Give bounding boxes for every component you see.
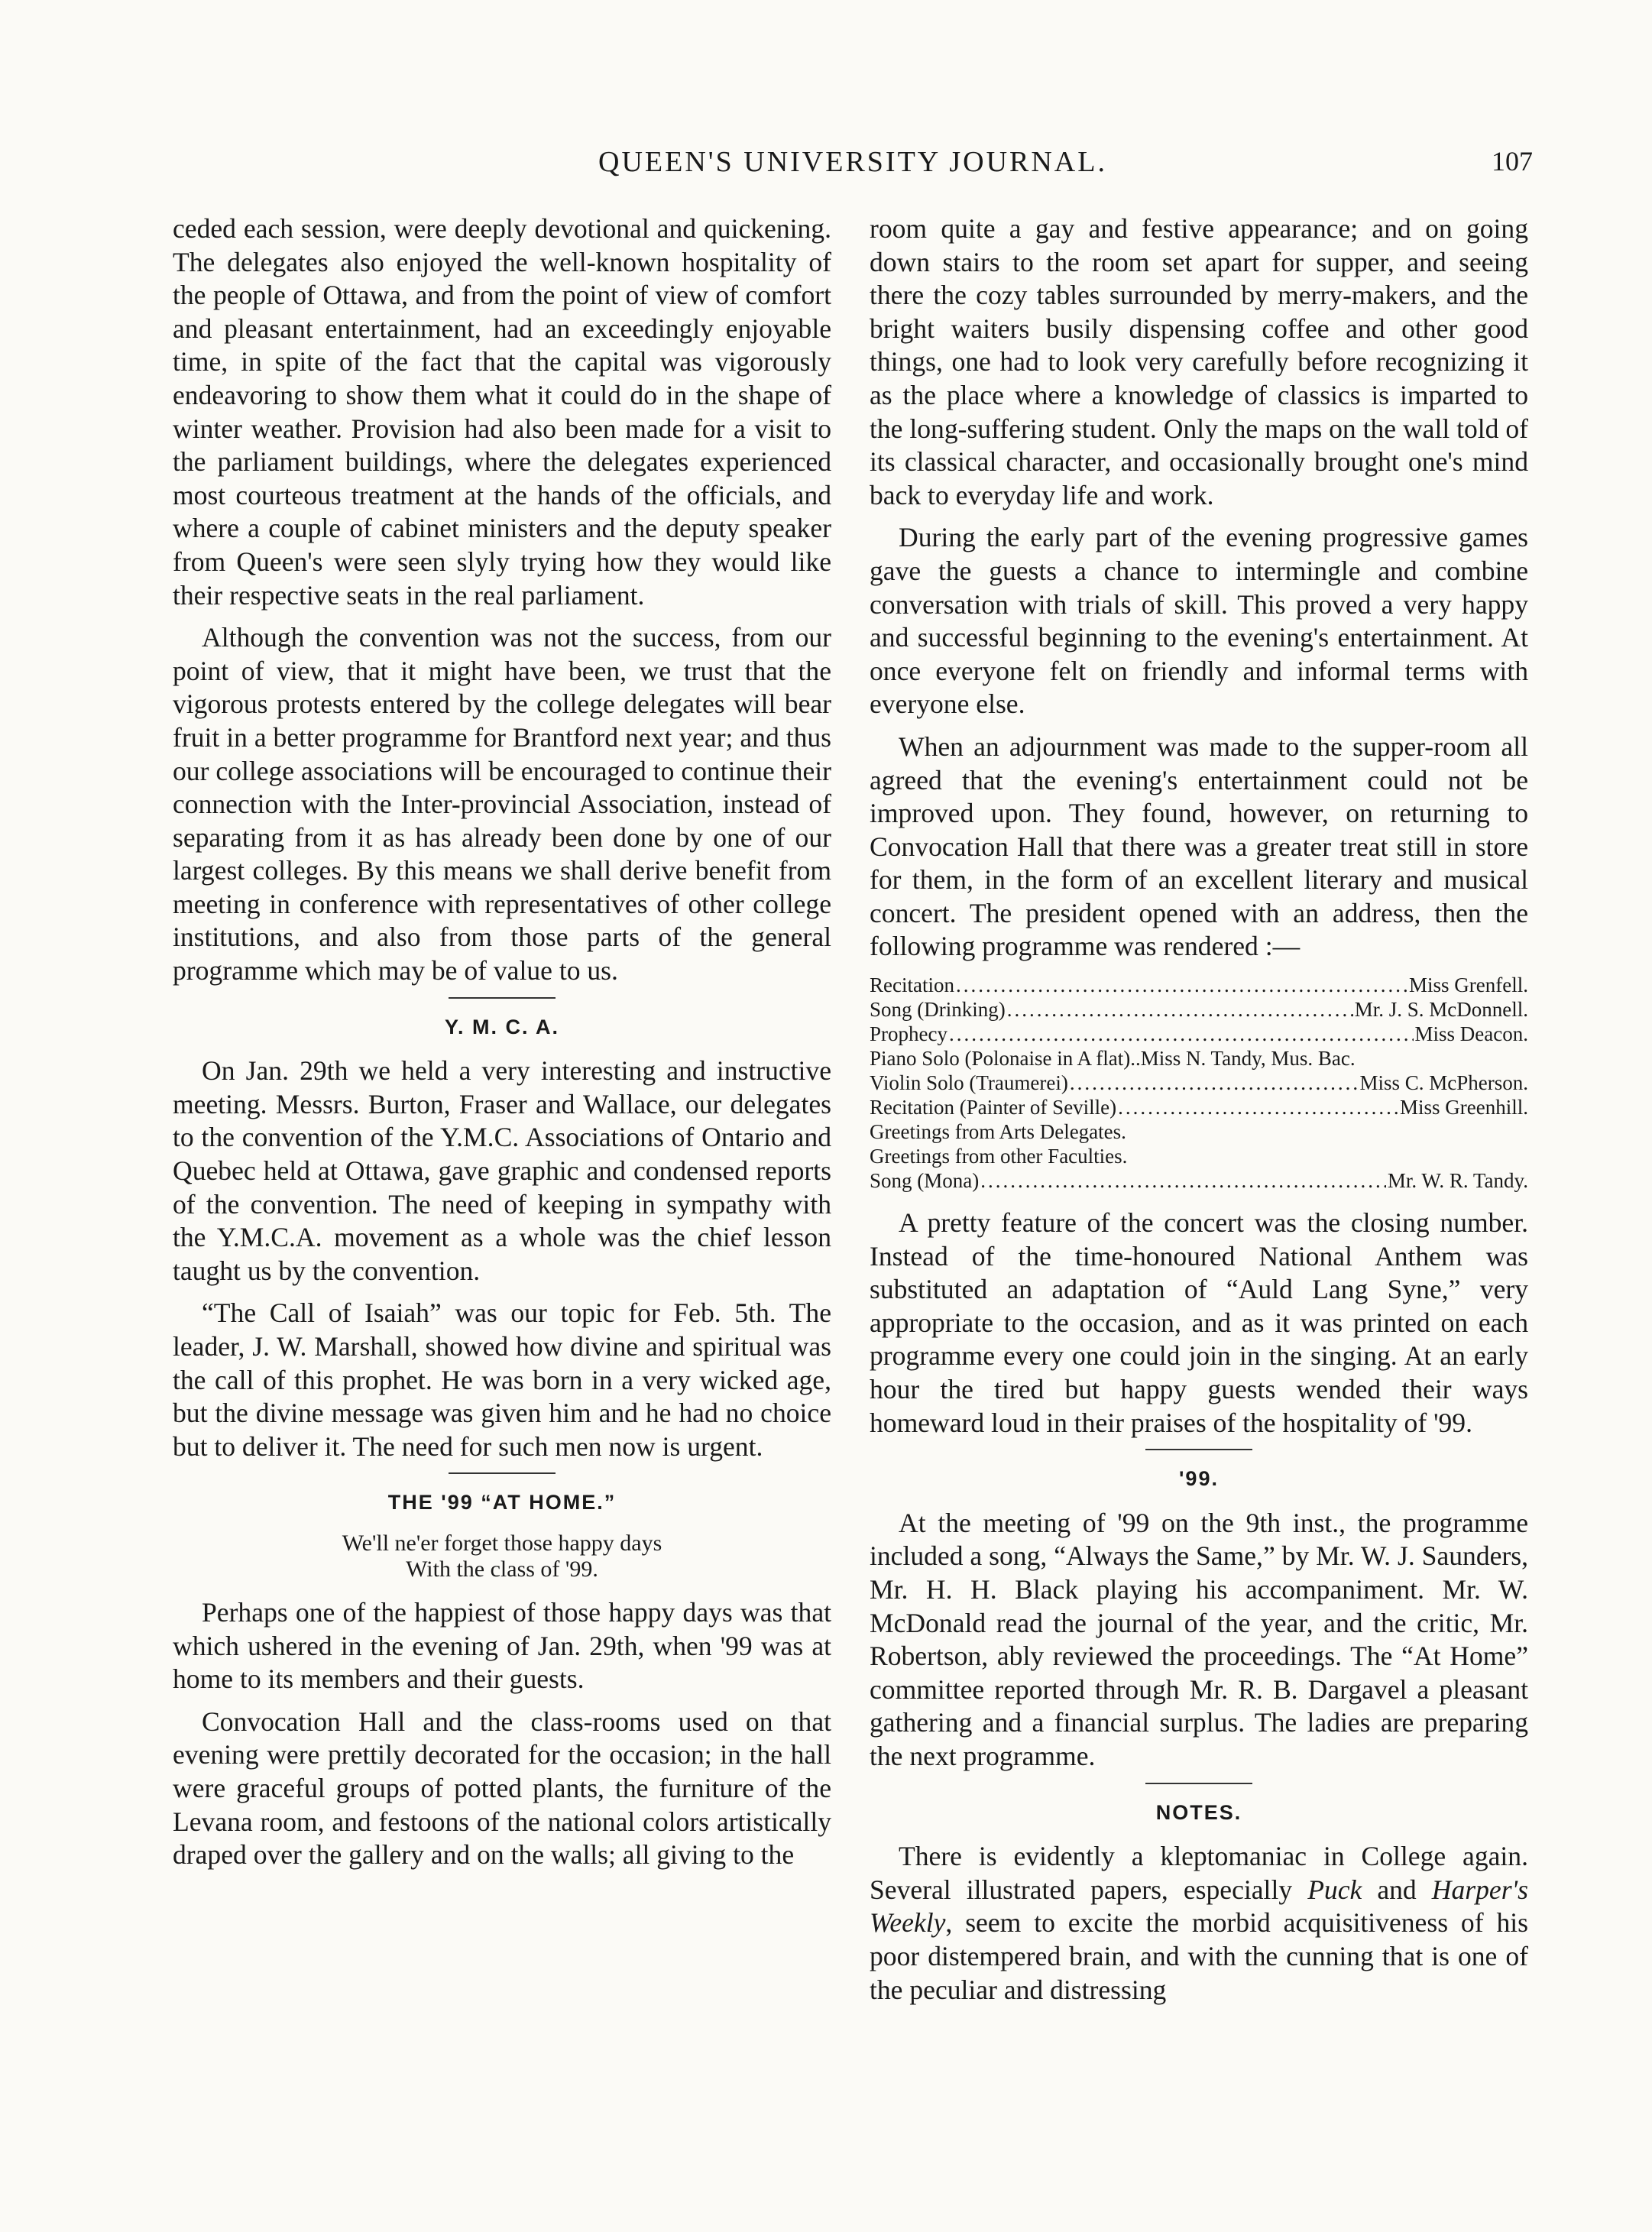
programme-item: Piano Solo (Polonaise in A flat).. Miss N. Tandy, Mus. Bac. — [870, 1047, 1356, 1071]
paragraph: During the early part of the evening progressive games gave the guests a chance to intermingle and combine conversation with trials of skill. This proved a very happy and successful beginning to the evening's entertainment. At once everyone felt on friendly and informal terms with everyone else. — [870, 522, 1528, 720]
at-home-heading: THE '99 “AT HOME.” — [387, 1491, 617, 1514]
journal-title: QUEEN'S UNIVERSITY JOURNAL. — [598, 146, 1107, 178]
programme-item: Violin Solo (Traumerei) ..... Miss C. McPherson. — [870, 1071, 1528, 1095]
paragraph: “The Call of Isaiah” was our topic for Feb. 5th. The leader, J. W. Marshall, showed how divine and spiritual was the call of this prophet. He was born in a very wicked age, but the divine message was given him and he had no choice but to deliver it. The need for such men now is urgent. — [173, 1297, 831, 1462]
section-rule — [1145, 1449, 1252, 1450]
programme-item: Song (Drinking) ..... Mr. J. S. McDonnell. — [870, 997, 1528, 1022]
programme-item: Recitation (Painter of Seville) ..... Miss Greenhill. — [870, 1095, 1528, 1119]
concert-programme — [870, 973, 1528, 1193]
paragraph: room quite a gay and festive appearance; and on going down stairs to the room set apart for supper, and seeing there the cozy tables surrounded by merry-makers, and the bright waiters busily dispensing coffee and other good things, one had to look very carefully before recognizing it as the place where a knowledge of classics is imparted to the long-suffering student. Only the maps on the wall told of its classical character, and occasionally brought one's mind back to everyday life and work. — [870, 213, 1528, 510]
harpers-weekly-title: Harper's Weekly — [870, 1874, 1528, 1939]
notes-heading: NOTES. — [1155, 1800, 1242, 1824]
page-header — [173, 145, 1533, 185]
class-99-heading: '99. — [1179, 1467, 1219, 1491]
paragraph: ceded each session, were deeply devotional and quickening. The delegates also enjoyed the well-known hospitality of the people of Ottawa, and from the point of view of comfort and pleasant entertainment, had an exceedingly enjoyable time, in spite of the fact that the capital was vigorously endeavoring to show them what it could do in the shape of winter weather. Provision had also been made for a visit to the parliament buildings, where the delegates experienced most courteous treatment at the hands of the officials, and where a couple of cabinet ministers and the deputy speaker from Queen's were seen slyly trying how they would like their respective seats in the real parliament. — [173, 213, 831, 611]
section-rule — [449, 997, 556, 999]
paragraph: At the meeting of '99 on the 9th inst., the programme included a song, “Always the Same,” by Mr. W. J. Saunders, Mr. H. H. Black playing his accompaniment. Mr. W. McDonald read the journal of the year, and the critic, Mr. Robertson, ably reviewed the proceedings. The “At Home” committee reported through Mr. R. B. Dargavel a pleasant gathering and a financial surplus. The ladies are preparing the next programme. — [870, 1507, 1528, 1771]
paragraph: There is evidently a kleptomaniac in College again. Several illustrated papers, especially Puck and Harper's Weekly, seem to excite the morbid acquisitiveness of his poor distempered brain, and with the cunning that is one of the peculiar and distressing — [870, 1841, 1528, 2005]
programme-item: Recitation ..... Miss Grenfell. — [870, 973, 1528, 997]
epigraph-line: With the class of '99. — [406, 1556, 598, 1582]
left-column — [173, 212, 831, 1881]
ymca-heading: Y. M. C. A. — [444, 1015, 559, 1038]
paragraph: Convocation Hall and the class-rooms used on that evening were prettily decorated for the occasion; in the hall were graceful groups of potted plants, the furniture of the Levana room, and festoons of the national colors artistically draped over the gallery and on the walls; all giving to the — [173, 1706, 831, 1871]
paragraph: Perhaps one of the happiest of those happy days was that which ushered in the evening of Jan. 29th, when '99 was at home to its members and their guests. — [173, 1596, 831, 1695]
programme-item: Prophecy ..... Miss Deacon. — [870, 1022, 1528, 1046]
page-number: 107 — [1492, 146, 1533, 177]
section-rule — [449, 1472, 556, 1474]
paragraph: On Jan. 29th we held a very interesting and instructive meeting. Messrs. Burton, Fraser and Wallace, our delegates to the convention of the Y.M.C. Associations of Ontario and Quebec held at Ottawa, gave graphic and condensed reports of the convention. The need of keeping in sympathy with the Y.M.C.A. movement as a whole was the chief lesson taught us by the convention. — [173, 1055, 831, 1286]
programme-item: Song (Mona) ..... Mr. W. R. Tandy. — [870, 1168, 1528, 1193]
programme-item: Greetings from other Faculties. — [870, 1145, 1128, 1168]
epigraph-line: We'll ne'er forget those happy days — [342, 1530, 662, 1556]
right-column — [870, 212, 1528, 2016]
paragraph: When an adjournment was made to the supper-room all agreed that the evening's entertainment could not be improved upon. They found, however, on returning to Convocation Hall that there was a greater treat still in store for them, in the form of an excellent literary and musical concert. The president opened with an address, then the following programme was rendered :— — [870, 731, 1528, 962]
paragraph: Although the convention was not the success, from our point of view, that it might have been, we trust that the vigorous protests entered by the college delegates will bear fruit in a better programme for Brantford next year; and thus our college associations will be encouraged to continue their connection with the Inter-provincial Association, instead of separating from it as has already been done by one of our largest colleges. By this means we shall derive benefit from meeting in conference with representatives of other college institutions, and also from those parts of the general programme which may be of value to us. — [173, 622, 831, 986]
epigraph — [173, 1531, 831, 1582]
puck-title: Puck — [1307, 1874, 1362, 1905]
section-rule — [1145, 1783, 1252, 1784]
programme-item: Greetings from Arts Delegates. — [870, 1120, 1126, 1144]
paragraph: A pretty feature of the concert was the closing number. Instead of the time-honoured National Anthem was substituted an adaptation of “Auld Lang Syne,” very appropriate to the occasion, and as it was printed on each programme every one could join in the singing. At an early hour the tired but happy guests wended their ways homeward loud in their praises of the hospitality of '99. — [870, 1207, 1528, 1438]
